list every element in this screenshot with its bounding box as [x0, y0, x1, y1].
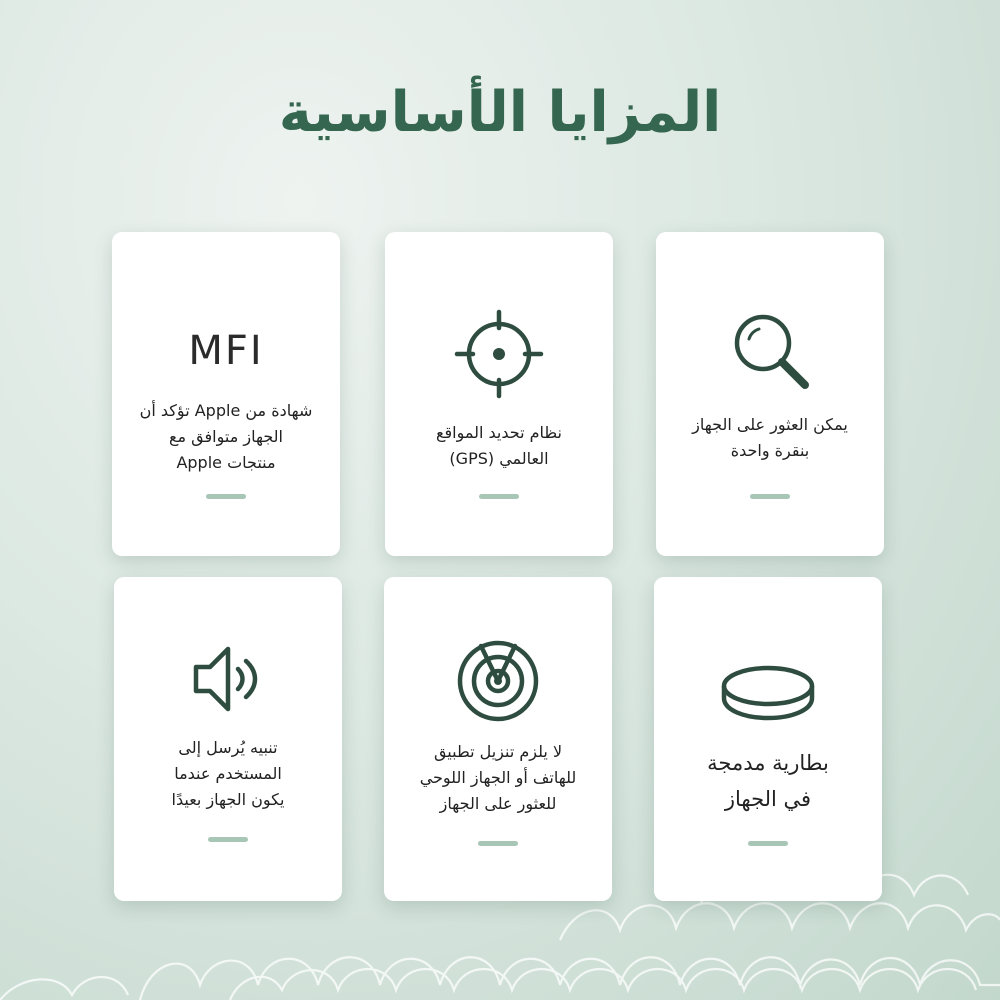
feature-line: للهاتف أو الجهاز اللوحي — [419, 768, 577, 787]
feature-line: في الجهاز — [724, 787, 812, 811]
feature-line: للعثور على الجهاز — [439, 794, 557, 813]
magnifier-icon-wrap — [656, 308, 884, 400]
feature-line: لا يلزم تنزيل تطبيق — [433, 742, 563, 761]
feature-card-alert — [114, 577, 342, 901]
magnifier-icon — [725, 309, 815, 399]
feature-line: العالمي (GPS) — [449, 449, 549, 468]
card-underline — [478, 841, 518, 846]
feature-line: الجهاز متوافق مع — [169, 427, 283, 446]
mfi-label: MFI — [188, 328, 264, 374]
radar-icon — [453, 636, 543, 726]
feature-card-text — [668, 745, 868, 817]
card-underline — [206, 494, 246, 499]
card-underline — [748, 841, 788, 846]
card-underline — [750, 494, 790, 499]
feature-line: نظام تحديد المواقع — [435, 423, 562, 442]
crosshair-icon — [453, 308, 545, 400]
feature-card-no-app — [384, 577, 612, 901]
feature-line: يمكن العثور على الجهاز — [692, 415, 848, 434]
coin-battery-icon — [718, 658, 818, 728]
feature-card-mfi — [112, 232, 340, 556]
speaker-icon-wrap — [114, 633, 342, 725]
coin-battery-icon-wrap — [654, 647, 882, 739]
feature-line: المستخدم عندما — [174, 764, 282, 783]
feature-card-text — [399, 420, 599, 472]
feature-line: شهادة من Apple تؤكد أن — [139, 401, 313, 420]
feature-card-text — [128, 735, 328, 813]
feature-card-text — [398, 739, 598, 817]
card-underline — [208, 837, 248, 842]
page-title: المزايا الأساسية — [278, 80, 722, 145]
feature-card-find-device — [656, 232, 884, 556]
radar-icon-wrap — [384, 635, 612, 727]
crosshair-icon-wrap — [385, 308, 613, 400]
mfi-icon — [112, 316, 340, 386]
feature-line: يكون الجهاز بعيدًا — [171, 790, 285, 809]
feature-card-text — [126, 398, 326, 476]
speaker-icon — [188, 639, 268, 719]
feature-card-gps — [385, 232, 613, 556]
card-underline — [479, 494, 519, 499]
feature-line: بطارية مدمجة — [707, 751, 829, 775]
feature-line: بنقرة واحدة — [730, 441, 810, 460]
feature-line: منتجات Apple — [176, 453, 276, 472]
feature-line: تنبيه يُرسل إلى — [178, 738, 278, 757]
feature-card-battery — [654, 577, 882, 901]
feature-card-text — [670, 412, 870, 464]
